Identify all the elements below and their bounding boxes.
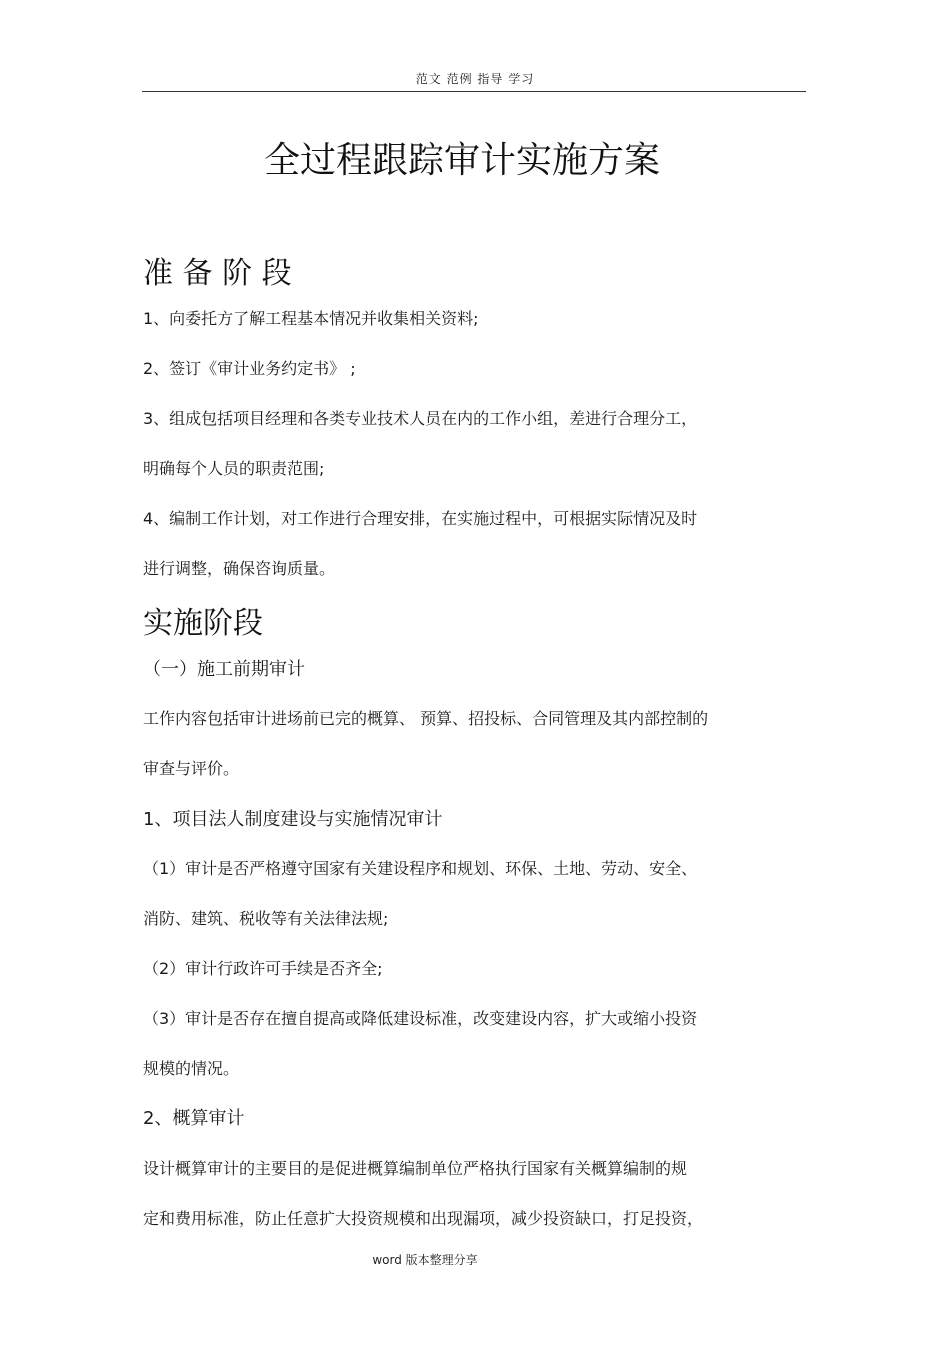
paragraph-line: 2、签订《审计业务约定书》 ;	[143, 359, 356, 378]
section-heading-preparation: 准 备 阶 段	[143, 256, 292, 291]
subsection-heading: （一）施工前期审计	[143, 659, 305, 680]
paragraph-line: 定和费用标准，防止任意扩大投资规模和出现漏项，减少投资缺口，打足投资，	[143, 1209, 704, 1228]
paragraph-line: 3、组成包括项目经理和各类专业技术人员在内的工作小组，差进行合理分工，	[143, 409, 698, 428]
paragraph-line: （3）审计是否存在擅自提高或降低建设标准，改变建设内容，扩大或缩小投资	[143, 1009, 698, 1028]
item-heading: 2、概算审计	[143, 1108, 245, 1129]
paragraph-line: 规模的情况。	[143, 1059, 240, 1078]
paragraph-line: 工作内容包括审计进场前已完的概算、 预算、招投标、合同管理及其内部控制的	[143, 709, 709, 728]
page-header: 范文 范例 指导 学习	[415, 72, 535, 86]
paragraph-line: 设计概算审计的主要目的是促进概算编制单位严格执行国家有关概算编制的规	[143, 1159, 688, 1178]
paragraph-line: （2）审计行政许可手续是否齐全;	[143, 959, 383, 978]
item-heading: 1、项目法人制度建设与实施情况审计	[143, 809, 443, 830]
document-title: 全过程跟踪审计实施方案	[263, 140, 660, 181]
paragraph-line: 4、编制工作计划，对工作进行合理安排，在实施过程中，可根据实际情况及时	[143, 509, 698, 528]
paragraph-line: 明确每个人员的职责范围;	[143, 459, 325, 478]
section-heading-implementation: 实施阶段	[143, 606, 263, 641]
header-divider	[142, 91, 806, 92]
paragraph-line: 1、向委托方了解工程基本情况并收集相关资料;	[143, 309, 479, 328]
paragraph-line: 进行调整，确保咨询质量。	[143, 559, 336, 578]
paragraph-line: 审查与评价。	[143, 759, 240, 778]
paragraph-line: （1）审计是否严格遵守国家有关建设程序和规划、环保、土地、劳动、安全、	[143, 859, 698, 878]
paragraph-line: 消防、建筑、税收等有关法律法规;	[143, 909, 389, 928]
page-footer: word 版本整理分享	[372, 1253, 478, 1267]
